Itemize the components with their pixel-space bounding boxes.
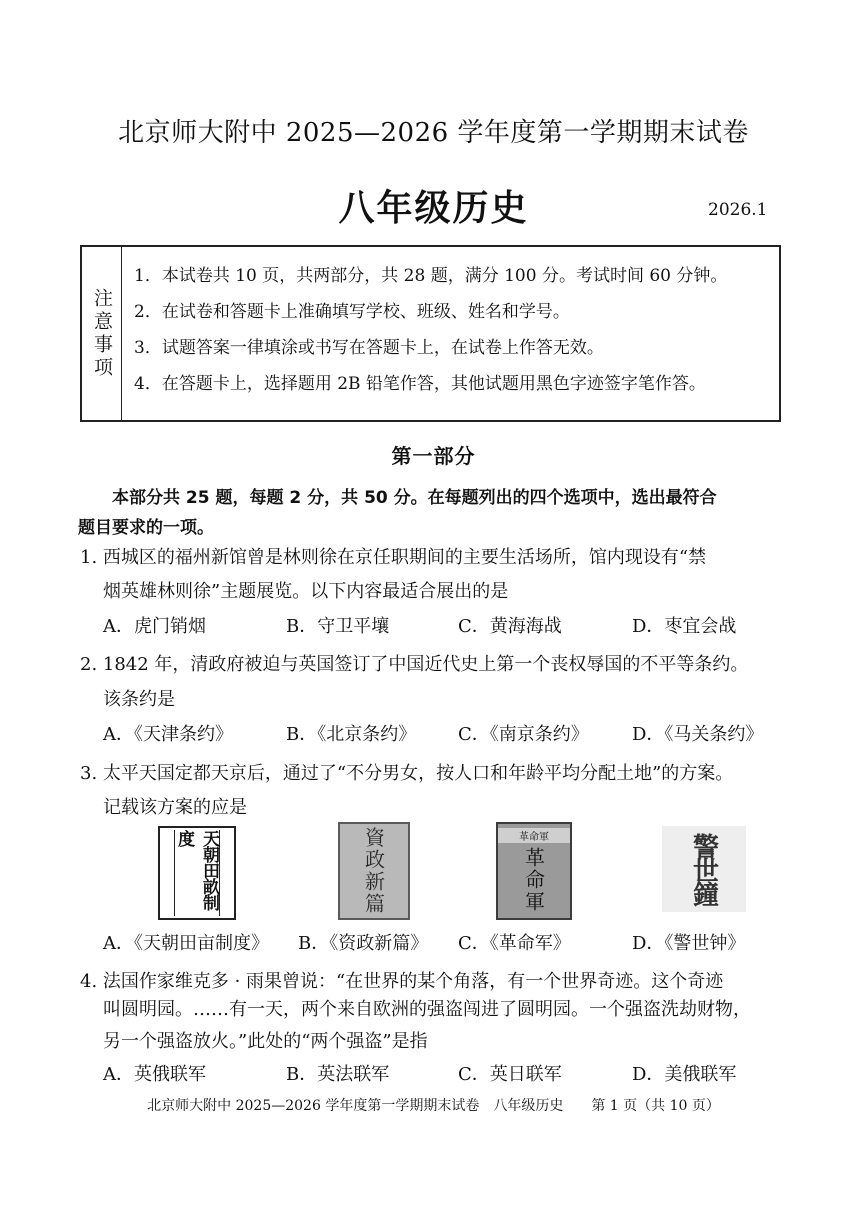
exam-date: 2026.1: [708, 200, 768, 220]
question-2-line: 该条约是: [103, 689, 175, 710]
question-3-option-a[interactable]: A．《天朝田亩制度》: [103, 933, 269, 954]
book-image-tianchao: [158, 826, 236, 920]
book-image-zizheng: [338, 822, 410, 920]
question-1-option-b[interactable]: B．守卫平壤: [286, 616, 390, 637]
question-3-line: 3. 太平天国定都天京后，通过了“不分男女，按人口和年龄平均分配土地”的方案。: [80, 763, 734, 784]
question-1-option-d[interactable]: D．枣宜会战: [632, 616, 737, 637]
book-image-text: 天朝田畝制度: [174, 830, 219, 910]
notice-item: 1．本试卷共 10 页，共两部分，共 28 题，满分 100 分。考试时间 60 分钟。: [134, 266, 728, 286]
notice-item: 3．试题答案一律填涂或书写在答题卡上，在试卷上作答无效。: [134, 338, 604, 358]
book-image-header: 革命軍: [498, 828, 570, 843]
book-image-text: 資政新篇: [361, 827, 386, 915]
notice-items: [134, 265, 773, 409]
question-3-option-c[interactable]: C．《革命军》: [458, 933, 571, 954]
question-3-option-d[interactable]: D．《警世钟》: [632, 933, 746, 954]
part-intro-line: 题目要求的一项。: [78, 518, 214, 538]
question-1-option-c[interactable]: C．黄海海战: [458, 616, 562, 637]
question-1-option-a[interactable]: A．虎门销烟: [103, 616, 206, 637]
notice-label-cell: [82, 247, 122, 420]
part-intro-line: 本部分共 25 题，每题 2 分，共 50 分。在每题列出的四个选项中，选出最符合: [112, 488, 717, 508]
question-4-option-c[interactable]: C．英日联军: [458, 1064, 562, 1085]
question-4-option-b[interactable]: B．英法联军: [286, 1064, 390, 1085]
part-title: 第一部分: [391, 444, 476, 468]
question-2-option-c[interactable]: C．《南京条约》: [458, 724, 589, 745]
question-4-line: 4. 法国作家维克多 · 雨果曾说：“在世界的某个角落，有一个世界奇迹。这个奇迹: [80, 971, 724, 992]
question-1-line: 烟英雄林则徐”主题展览。以下内容最适合展出的是: [103, 581, 509, 602]
question-1-line: 1. 西城区的福州新馆曾是林则徐在京任职期间的主要生活场所，馆内现设有“禁: [80, 547, 707, 568]
question-2-option-b[interactable]: B．《北京条约》: [286, 724, 417, 745]
question-2-option-d[interactable]: D．《马关条约》: [632, 724, 764, 745]
page-footer: 北京师大附中 2025—2026 学年度第一学期期末试卷 八年级历史 第 1 页（共 10 页）: [147, 1098, 720, 1114]
book-image-text: 警世鐘: [688, 833, 719, 905]
question-4-option-a[interactable]: A．英俄联军: [103, 1064, 206, 1085]
subject-title: 八年级历史: [338, 188, 529, 229]
notice-item: 2．在试卷和答题卡上准确填写学校、班级、姓名和学号。: [134, 302, 570, 322]
question-4-option-d[interactable]: D．美俄联军: [632, 1064, 737, 1085]
book-image-text: 革命軍: [521, 847, 546, 913]
notice-box: [80, 245, 781, 422]
question-2-line: 2. 1842 年，清政府被迫与英国签订了中国近代史上第一个丧权辱国的不平等条约。: [80, 654, 749, 675]
question-4-line: 叫圆明园。……有一天，两个来自欧洲的强盗闯进了圆明园。一个强盗洗劫财物，: [103, 999, 751, 1020]
question-3-option-b[interactable]: B．《资政新篇》: [298, 933, 429, 954]
notice-item: 4．在答题卡上，选择题用 2B 铅笔作答，其他试题用黑色字迹签字笔作答。: [134, 374, 706, 394]
part-intro: [78, 483, 798, 543]
question-2-option-a[interactable]: A．《天津条约》: [103, 724, 233, 745]
exam-title: 北京师大附中 2025—2026 学年度第一学期期末试卷: [118, 118, 749, 148]
book-image-geming: [496, 822, 572, 920]
book-image-jingshi: [662, 826, 746, 912]
notice-label: 注意事项: [91, 287, 113, 380]
question-4-line: 另一个强盗放火。”此处的“两个强盗”是指: [103, 1031, 428, 1052]
question-3-line: 记载该方案的应是: [103, 797, 247, 818]
